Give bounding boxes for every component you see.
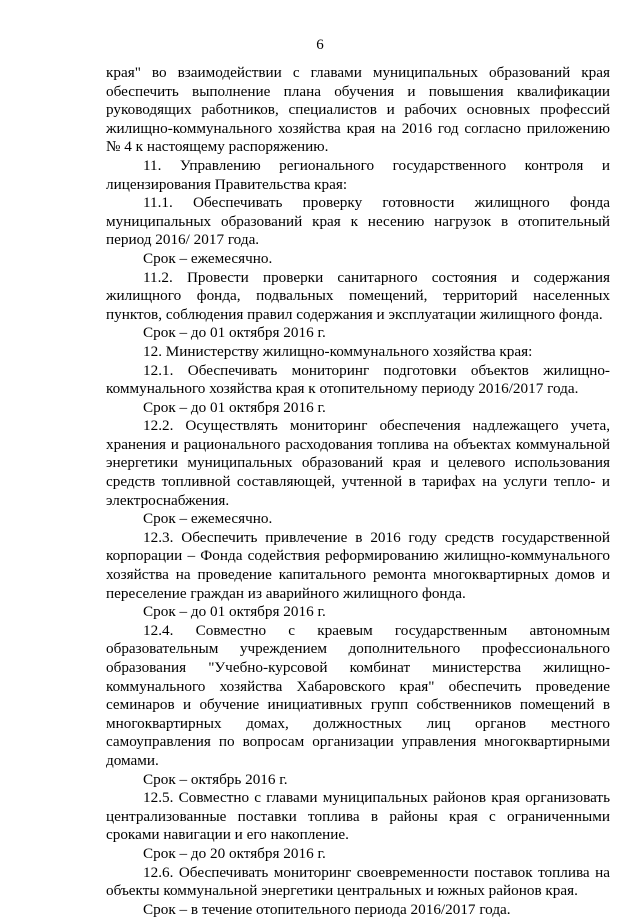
paragraph-item-12-2: 12.2. Осуществлять мониторинг обеспечения надлежащего учета, хранения и рационального расходования топлива на объектах коммунальной энергетики муниципальных образований края и целевого использования средств топливной составляющей, учтенной в тарифах на услуги тепло- и электроснабжения. — [106, 417, 610, 509]
paragraph-item-12-5: 12.5. Совместно с главами муниципальных районов края организовать централизованные поставки топлива в районы края с ограниченными сроками навигации и его накопление. — [106, 789, 610, 844]
paragraph-item-12: 12. Министерству жилищно-коммунального хозяйства края: — [143, 342, 533, 360]
deadline-12-6: Срок – в течение отопительного периода 2016/2017 года. — [143, 900, 511, 918]
paragraph-item-12-6: 12.6. Обеспечивать мониторинг своевременности поставок топлива на объекты коммунальной энергетики центральных и южных районов края. — [106, 863, 610, 900]
deadline-12-3: Срок – до 01 октября 2016 г. — [143, 603, 326, 621]
deadline-12-5: Срок – до 20 октября 2016 г. — [143, 844, 326, 862]
page-number: 6 — [316, 37, 324, 53]
deadline-12-1: Срок – до 01 октября 2016 г. — [143, 398, 326, 416]
paragraph-item-12-3: 12.3. Обеспечить привлечение в 2016 году средств государственной корпорации – Фонда содействия реформированию жилищно-коммунального хозяйства на проведение капитального ремонта многоквартирных домов и переселение граждан из аварийного жилищного фонда. — [106, 528, 610, 602]
document-body — [106, 64, 610, 919]
paragraph-item-11-2: 11.2. Провести проверки санитарного состояния и содержания жилищного фонда, подвальных помещений, территорий населенных пунктов, соблюдения правил содержания и эксплуатации жилищного фонда. — [106, 268, 610, 323]
paragraph-continuation: края" во взаимодействии с главами муниципальных образований края обеспечить выполнение плана обучения и повышения квалификации руководящих работников, специалистов и рабочих основных профессий жилищно-коммунального хозяйства края на 2016 год согласно приложению № 4 к настоящему распоряжению. — [106, 64, 610, 156]
paragraph-item-12-4: 12.4. Совместно с краевым государственным автономным образовательным учреждением дополнительного профессионального образования "Учебно-курсовой комбинат министерства жилищно-коммунального хозяйства Хабаровского края" обеспечить проведение семинаров и обучение инициативных групп собственников помещений в многоквартирных домах, должностных лиц органов местного самоуправления по вопросам организации управления многоквартирными домами. — [106, 621, 610, 769]
deadline-11-2: Срок – до 01 октября 2016 г. — [143, 324, 326, 342]
deadline-12-4: Срок – октябрь 2016 г. — [143, 770, 288, 788]
deadline-11-1: Срок – ежемесячно. — [143, 249, 273, 267]
paragraph-item-11-1: 11.1. Обеспечивать проверку готовности жилищного фонда муниципальных образований края к несению нагрузок в отопительный период 2016/ 2017 года. — [106, 194, 610, 249]
paragraph-item-12-1: 12.1. Обеспечивать мониторинг подготовки объектов жилищно-коммунального хозяйства края к отопительному периоду 2016/2017 года. — [106, 361, 610, 398]
paragraph-item-11: 11. Управлению регионального государственного контроля и лицензирования Правительства края: — [106, 156, 610, 193]
deadline-12-2: Срок – ежемесячно. — [143, 510, 273, 528]
